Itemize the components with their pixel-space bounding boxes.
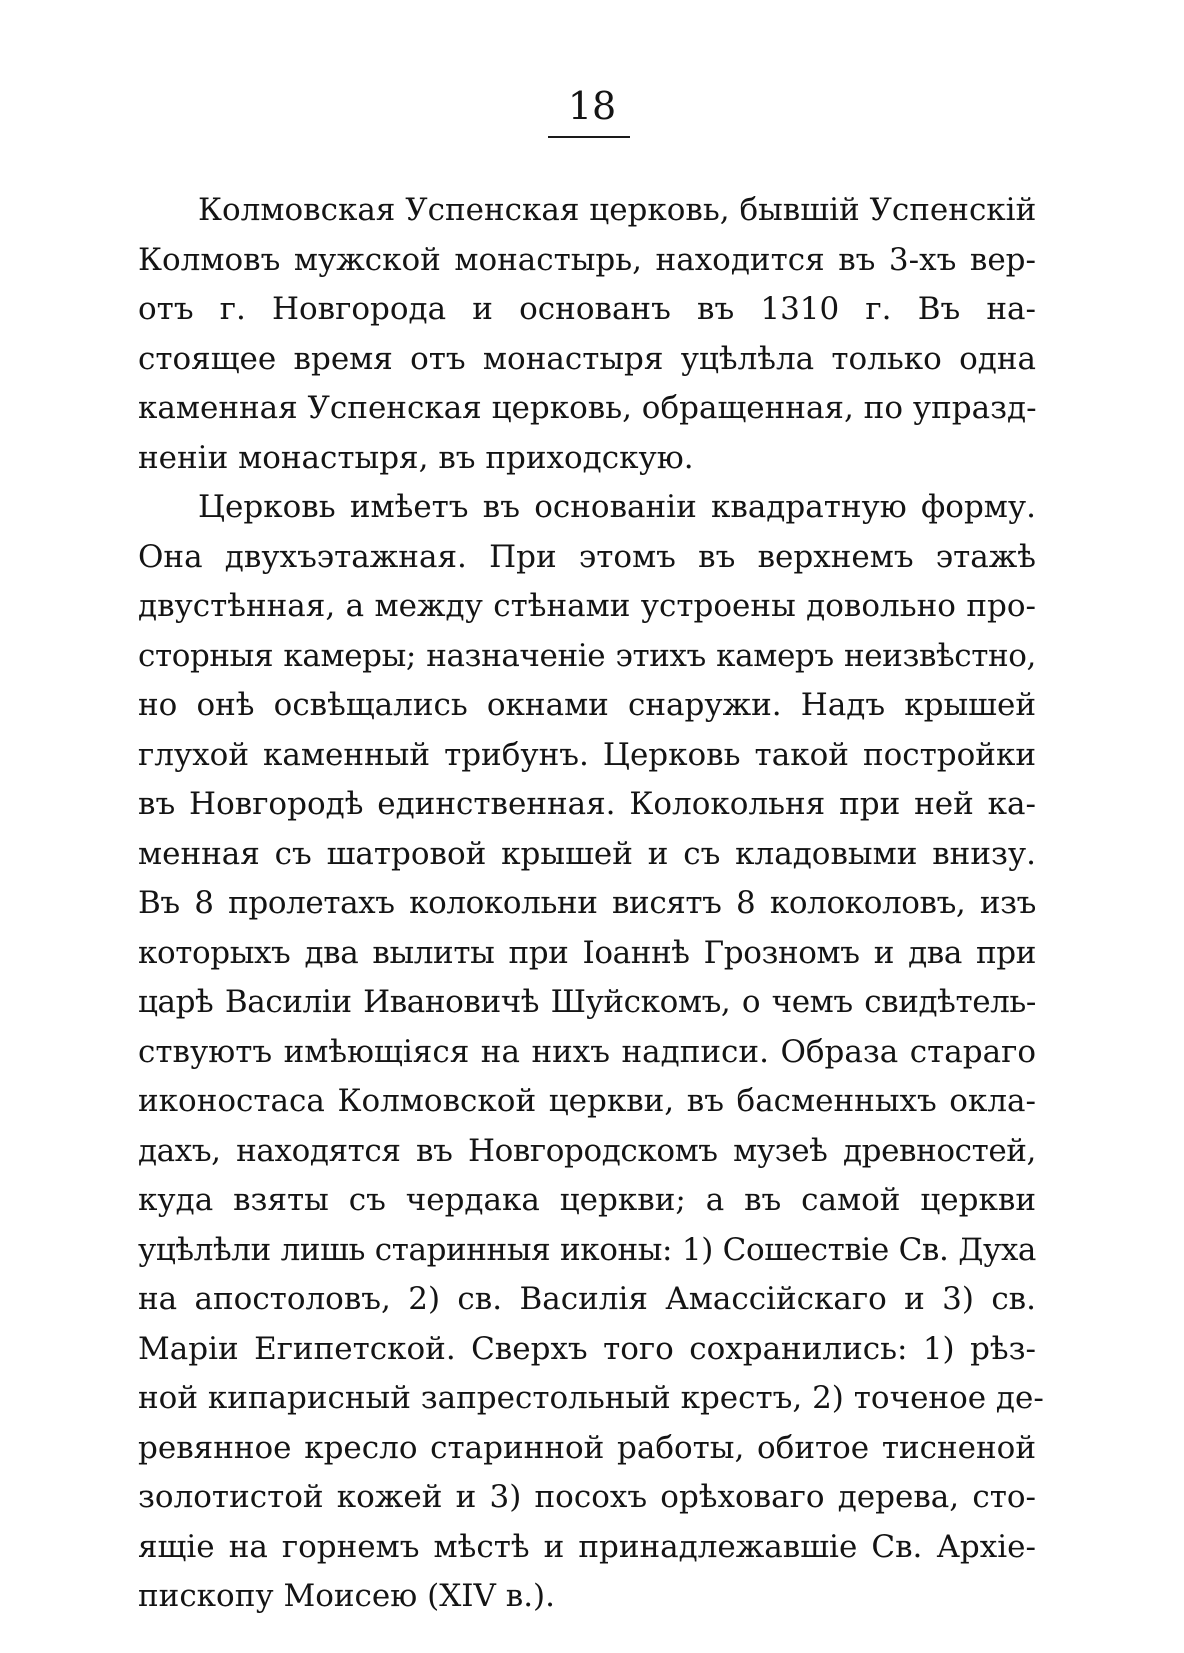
- text-line: дахъ, находятся въ Новгородскомъ музеѣ древностей,: [138, 1132, 1036, 1169]
- text-line: Она двухъэтажная. При этомъ въ верхнемъ этажѣ: [138, 538, 1036, 575]
- text-line: неніи монастыря, въ приходскую.: [138, 439, 694, 476]
- text-line: ящіе на горнемъ мѣстѣ и принадлежавшіе Св. Архіе-: [138, 1528, 1036, 1565]
- text-line: которыхъ два вылиты при Іоаннѣ Грозномъ и два при: [138, 934, 1036, 971]
- text-line: Церковь имѣетъ въ основаніи квадратную форму.: [198, 489, 1036, 525]
- text-line: въ Новгородѣ единственная. Колокольня при ней ка-: [138, 786, 1036, 822]
- text-line: куда взяты съ чердака церкви; а въ самой церкви: [138, 1182, 1036, 1218]
- text-line: ствуютъ имѣющіяся на нихъ надписи. Образа стараго: [138, 1033, 1036, 1070]
- text-line: отъ г. Новгорода и основанъ въ 1310 г. Въ на-: [138, 291, 1036, 327]
- text-line: менная съ шатровой крышей и съ кладовыми внизу.: [138, 835, 1036, 872]
- text-line: ной кипарисный запрестольный крестъ, 2) точеное де-: [138, 1380, 1044, 1416]
- text-line: золотистой кожей и 3) посохъ орѣховаго дерева, сто-: [138, 1479, 1036, 1515]
- body-text: [138, 186, 1044, 1622]
- text-line: царѣ Василіи Ивановичѣ Шуйскомъ, о чемъ свидѣтель-: [138, 984, 1036, 1020]
- text-line: глухой каменный трибунъ. Церковь такой постройки: [138, 736, 1036, 773]
- text-line: Въ 8 пролетахъ колокольни висятъ 8 колоколовъ, изъ: [138, 885, 1036, 921]
- text-line: Маріи Египетской. Сверхъ того сохранились: 1) рѣз-: [138, 1330, 1036, 1367]
- text-line: каменная Успенская церковь, обращенная, по упразд-: [138, 390, 1037, 426]
- text-line: стоящее время отъ монастыря уцѣлѣла только одна: [138, 340, 1036, 377]
- text-line: иконостаса Колмовской церкви, въ басменныхъ окла-: [138, 1083, 1036, 1119]
- paragraph: [138, 483, 1044, 1622]
- text-line: двустѣнная, а между стѣнами устроены довольно про-: [138, 588, 1036, 624]
- text-line: уцѣлѣли лишь старинныя иконы: 1) Сошествіе Св. Духа: [138, 1231, 1036, 1268]
- page-number-underline: [548, 136, 630, 138]
- text-line: Колмовская Успенская церковь, бывшій Успенскій: [198, 192, 1037, 228]
- text-line: на апостоловъ, 2) св. Василія Амассійскаго и 3) св.: [138, 1281, 1036, 1317]
- text-line: ревянное кресло старинной работы, обитое тисненой: [138, 1429, 1036, 1466]
- page-number: 18: [567, 84, 617, 128]
- text-line: пископу Моисею (XIV в.).: [138, 1578, 556, 1614]
- text-line: но онѣ освѣщались окнами снаружи. Надъ крышей: [138, 687, 1036, 723]
- text-line: Колмовъ мужской монастырь, находится въ 3-хъ вер-: [138, 241, 1036, 278]
- text-line: сторныя камеры; назначеніе этихъ камеръ неизвѣстно,: [138, 637, 1036, 674]
- paragraph: [138, 186, 1036, 483]
